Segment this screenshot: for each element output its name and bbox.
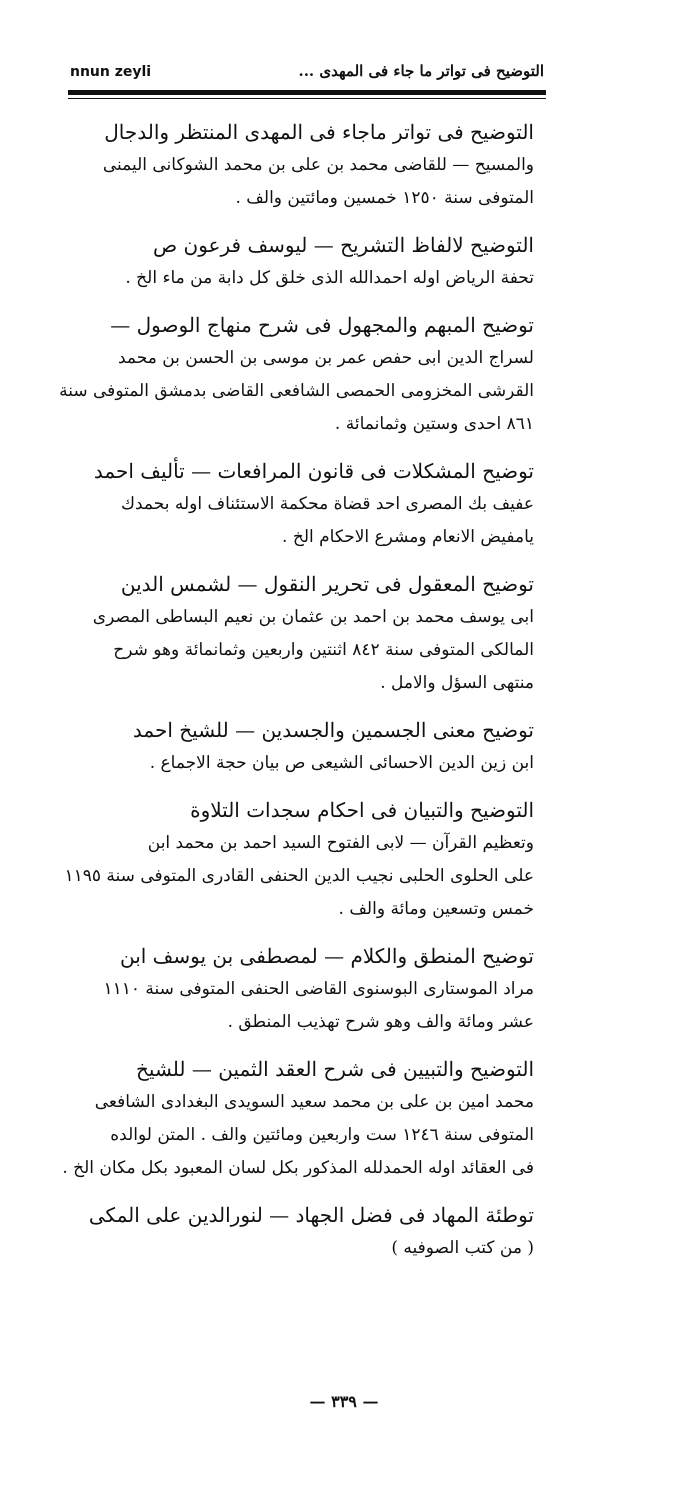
entry-title-line: توطئة المهاد فى فضل الجهاد — لنورالدين على المكى (88, 1203, 534, 1227)
entry-title-line: التوضيح والتبيان فى احكام سجدات التلاوة (190, 798, 534, 822)
entry-8 (82, 940, 534, 1039)
entry-9 (62, 1053, 534, 1185)
entry-text-line: منتهى السؤل والامل . (380, 673, 534, 693)
entries-list (59, 116, 534, 1279)
entry-title-line: توضيح المعقول فى تحرير النقول — لشمس الدين (120, 572, 534, 596)
entry-text-line: وتعظيم القرآن — لابى الفتوح السيد احمد بن محمد ابن (147, 833, 534, 853)
entry-2 (82, 229, 534, 295)
entry-title-line: توضيح معنى الجسمين والجسدين — للشيخ احمد (132, 718, 534, 742)
running-header (70, 62, 544, 84)
entry-text-line: يامفيض الانعام ومشرع الاحكام الخ . (282, 527, 534, 547)
entry-title-line: التوضيح فى تواتر ماجاء فى المهدى المنتظر والدجال (104, 120, 534, 144)
entry-5 (82, 568, 534, 700)
entry-4 (82, 455, 534, 554)
entry-6 (82, 714, 534, 780)
page-number: — ٣٣٩ — (309, 1392, 379, 1411)
entry-text-line: المالكى المتوفى سنة ٨٤٢ اثنتين واربعين وثمانمائة وهو شرح (113, 640, 534, 660)
entry-title-line: توضيح المشكلات فى قانون المرافعات — تأليف احمد (93, 459, 534, 483)
entry-text-line: ابى يوسف محمد بن احمد بن عثمان بن نعيم البساطى المصرى (92, 607, 534, 627)
entry-text-line: والمسيح — للقاضى محمد بن على بن محمد الشوكانى اليمنى (102, 155, 534, 175)
entry-title-line: التوضيح لالفاظ التشريح — ليوسف فرعون ص (153, 233, 534, 257)
entry-7 (64, 794, 534, 926)
entry-text-line: لسراج الدين ابى حفص عمر بن موسى بن الحسن بن محمد (117, 348, 534, 368)
header-rule-thin (68, 98, 546, 99)
entry-text-line: خمس وتسعين ومائة والف . (338, 899, 534, 919)
entry-text-line: مراد الموستارى البوسنوى القاضى الحنفى المتوفى سنة ١١١٠ (103, 979, 534, 999)
entry-text-line: ( من كتب الصوفيه ) (391, 1238, 534, 1258)
header-left-label: nnun zeyli (70, 64, 152, 80)
entry-title-line: التوضيح والتبيين فى شرح العقد الثمين — للشيخ (136, 1057, 534, 1081)
entry-text-line: ٨٦١ احدى وستين وثمانمائة . (334, 414, 534, 434)
entry-1 (82, 116, 534, 215)
entry-text-line: ابن زين الدين الاحسائى الشيعى ص بيان حجة الاجماع . (149, 753, 534, 773)
entry-text-line: محمد امين بن على بن محمد سعيد السويدى البغدادى الشافعى (94, 1092, 534, 1112)
header-title: التوضيح فى تواتر ما جاء فى المهدى ... (298, 62, 544, 80)
entry-text-line: تحفة الرياض اوله احمدالله الذى خلق كل دابة من ماء الخ . (125, 268, 534, 288)
entry-text-line: فى العقائد اوله الحمدلله المذكور بكل لسان المعبود بكل مكان الخ . (62, 1158, 534, 1178)
entry-text-line: عشر ومائة والف وهو شرح تهذيب المنطق . (227, 1012, 534, 1032)
entry-10 (82, 1199, 534, 1265)
entry-text-line: المتوفى سنة ١٢٤٦ ست واربعين ومائتين والف . المتن لوالده (110, 1125, 534, 1145)
entry-title-line: توضيح المبهم والمجهول فى شرح منهاج الوصول — (110, 313, 534, 337)
entry-title-line: توضيح المنطق والكلام — لمصطفى بن يوسف ابن (119, 944, 534, 968)
header-rule-thick (68, 90, 546, 95)
entry-text-line: عفيف بك المصرى احد قضاة محكمة الاستئناف اوله بحمدك (121, 494, 534, 514)
entry-text-line: القرشى المخزومى الحمصى الشافعى القاضى بدمشق المتوفى سنة (59, 381, 534, 401)
entry-3 (59, 309, 534, 441)
entry-text-line: على الحلوى الحلبى نجيب الدين الحنفى القادرى المتوفى سنة ١١٩٥ (64, 866, 534, 886)
entry-text-line: المتوفى سنة ١٢٥٠ خمسين ومائتين والف . (235, 188, 534, 208)
